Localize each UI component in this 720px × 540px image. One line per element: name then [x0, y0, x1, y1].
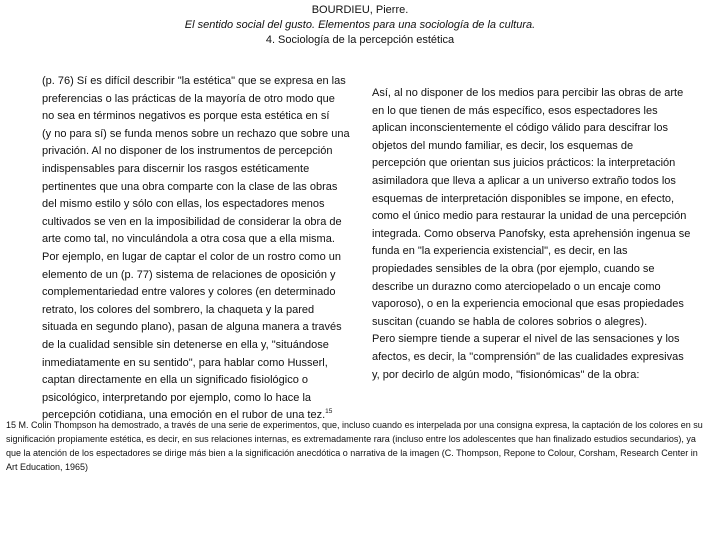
left-column — [42, 73, 360, 425]
text-line: retrato, los colores del sombrero, la chaqueta y la pared — [42, 303, 315, 316]
text-line: propiedades sensibles de la obra (por ejemplo, cuando se — [372, 262, 655, 275]
text-line: complementariedad entre valores y colores (en determinado — [42, 286, 336, 299]
text-line: elemento de un (p. 77) sistema de relaciones de oposición y — [42, 268, 336, 281]
text-line: situada en segundo plano), pasan de alguna manera a través — [42, 321, 342, 334]
document-header — [0, 3, 720, 48]
text-line-content: percepción cotidiana, una emoción en el rubor de una tez. — [42, 409, 326, 422]
footnote-line: significación propiamente estética, es decir, en sus relaciones internas, es extremadamente rara (incluso entre los adolescentes que han finalizado estudios secundarios), ya — [6, 434, 696, 444]
footnote-line: Art Education, 1965) — [6, 462, 89, 472]
text-line: pertinentes que una obra comparte con la clase de las obras — [42, 180, 338, 193]
section-title: 4. Sociología de la percepción estética — [265, 34, 455, 46]
text-line: del mismo estilo y sólo con ellas, los espectadores menos — [42, 198, 325, 211]
text-line: vaporoso), o en la experiencia emocional que esas propiedades — [372, 298, 684, 311]
text-line: cultivados se ven en la imposibilidad de considerar la obra de — [42, 215, 342, 228]
text-line: no sea en términos negativos es porque esta estética en sí — [42, 110, 330, 123]
text-line: preferencias o las prácticas de la mayoría de otro modo que — [42, 92, 335, 105]
text-line: como el único medio para restaurar la unidad de una percepción — [372, 210, 687, 223]
text-line: Por ejemplo, en lugar de captar el color de un rostro como un — [42, 250, 341, 263]
text-line: suscitan (cuando se habla de colores sobrios o alegres). — [372, 315, 648, 328]
text-line: en lo que tienen de más específico, esos espectadores les — [372, 104, 658, 117]
text-line: afectos, es decir, la "comprensión" de las cualidades expresivas — [372, 350, 684, 363]
text-line: percepción que orientan sus juicios prácticos: la interpretación — [372, 157, 676, 170]
text-line: de la cualidad sensible sin detenerse en ella y, "situándose — [42, 338, 329, 351]
text-line: (p. 76) Sí es difícil describir "la estética" que se expresa en las — [42, 75, 346, 87]
text-line: integrada. Como observa Panofsky, esta aprehensión ingenua se — [372, 227, 691, 240]
text-line: (y no para sí) se funda menos sobre un rechazo que sobre una — [42, 127, 350, 140]
text-line: asimiladora que lleva a aplicar a un universo extraño todos los — [372, 174, 676, 187]
footnote-line: que la atención de los espectadores se dirige más bien a la significación anecdótica o narrativa de la imagen (C. Thompson, Repone to Colour, Corsham, Research Center in — [6, 448, 698, 458]
right-column — [372, 85, 694, 384]
text-line: objetos del mundo familiar, es decir, los esquemas de — [372, 139, 634, 152]
text-line: psicológico, interpretando por ejemplo, como lo hace la — [42, 391, 312, 404]
text-line: captan directamente en ella un significado fisiológico o — [42, 374, 308, 387]
text-line: privación. Al no disponer de los instrumentos de percepción — [42, 145, 333, 158]
work-title: El sentido social del gusto. Elementos para una sociología de la cultura. — [184, 19, 536, 31]
footnote-line: 15 M. Colin Thompson ha demostrado, a través de una serie de experimentos, que, incluso cuando es interpelada por una consigna expresa, la captación de los colores en su — [6, 420, 703, 430]
author-line: BOURDIEU, Pierre. — [311, 4, 409, 16]
text-line: Pero siempre tiende a superar el nivel de las sensaciones y los — [372, 333, 680, 346]
text-line: indispensables para discernir los rasgos estéticamente — [42, 162, 310, 175]
text-line: esquemas de interpretación disponibles se impone, en efecto, — [372, 192, 675, 205]
text-line: inmediatamente en su sentido", para hablar como Husserl, — [42, 356, 328, 369]
text-line: funda en "la experiencia existencial", es decir, en las — [372, 245, 628, 258]
text-line: Así, al no disponer de los medios para percibir las obras de arte — [372, 87, 684, 99]
footnote — [6, 418, 718, 474]
text-line: arte como tal, no vinculándola a otra cosa que a ella misma. — [42, 233, 335, 246]
text-line: y, por decirlo de algún modo, "fisionómicas" de la obra: — [372, 368, 640, 381]
text-line: aplican inconscientemente el código válido para descifrar los — [372, 122, 668, 135]
text-line: describe un durazno como aterciopelado o un encaje como — [372, 280, 661, 293]
footnote-reference: 15 — [325, 408, 333, 416]
